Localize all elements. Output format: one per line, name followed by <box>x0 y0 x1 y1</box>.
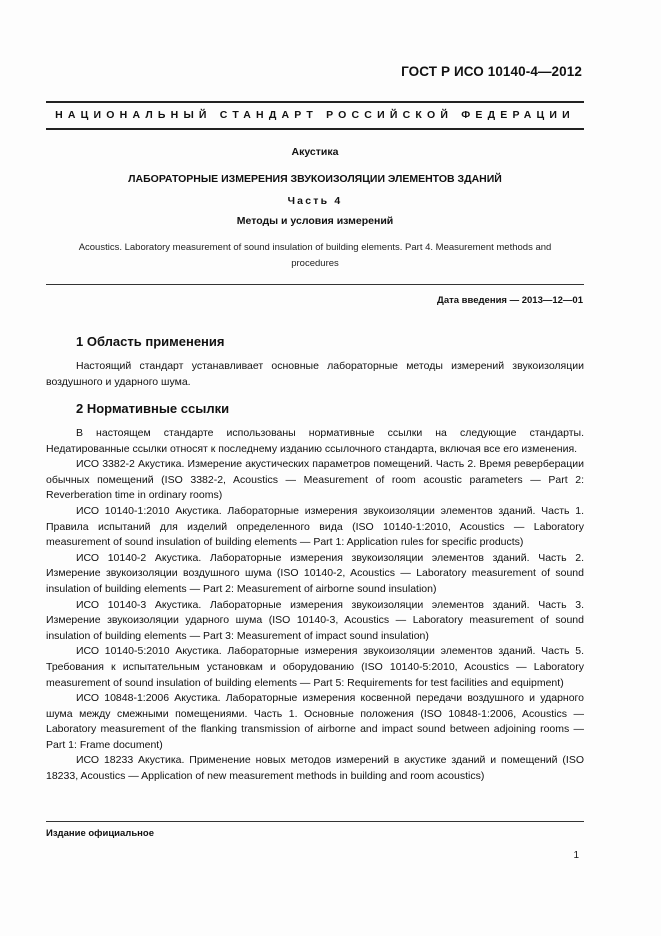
english-title: Acoustics. Laboratory measurement of sound insulation of building elements. Part 4. Measurement methods and procedures <box>78 242 552 269</box>
section-heading-references: 2 Нормативные ссылки <box>76 401 230 416</box>
section-heading-scope: 1 Область применения <box>76 334 225 349</box>
reference-item: ИСО 10848-1:2006 Акустика. Лабораторные измерения косвенной передачи воздушного и ударного шума между смежными помещениями. Часть 1. Основные положения (ISO 10848-1:2006, Acoustics — Laboratory measurement of the flanking transmission of airborne and impact sound between adjoining rooms — Part 1: Frame document) <box>46 692 584 751</box>
reference-item: ИСО 10140-1:2010 Акустика. Лабораторные измерения звукоизоляции элементов зданий. Часть 1. Правила испытаний для изделий определенного вида (ISO 10140-1:2010, Acoustics — Laboratory measurement of sound insulation of building elements — Part 1: Application rules for specific products) <box>46 504 584 549</box>
header-rule <box>46 128 584 130</box>
top-rule <box>46 101 584 103</box>
reference-item: ИСО 18233 Акустика. Применение новых методов измерений в акустике зданий и помещений (ISO 18233, Acoustics — Application of new measurement methods in building and room acoustics) <box>46 754 584 783</box>
section-body-references <box>46 426 584 785</box>
effective-date: Дата введения — 2013—12—01 <box>437 295 583 306</box>
subtitle: Методы и условия измерений <box>236 215 394 227</box>
reference-item: ИСО 10140-3 Акустика. Лабораторные измерения звукоизоляции элементов зданий. Часть 3. Измерение звукоизоляции ударного шума (ISO 10140-3, Acoustics — Laboratory measurement of sound insulation of building elements — Part 3: Measurement of impact sound insulation) <box>46 598 584 642</box>
paragraph: Настоящий стандарт устанавливает основные лабораторные методы измерений звукоизоляции воздушного и ударного шума. <box>46 360 584 388</box>
standard-number: ГОСТ Р ИСО 10140-4—2012 <box>401 64 582 79</box>
title-rule <box>46 284 584 285</box>
main-title: ЛАБОРАТОРНЫЕ ИЗМЕРЕНИЯ ЗВУКОИЗОЛЯЦИИ ЭЛЕМЕНТОВ ЗДАНИЙ <box>128 173 502 185</box>
category-title: Акустика <box>291 146 339 158</box>
reference-item: ИСО 10140-2 Акустика. Лабораторные измерения звукоизоляции элементов зданий. Часть 2. Измерение звукоизоляции воздушного шума (ISO 10140-2, Acoustics — Laboratory measurement of sound insulation of building elements — Part 2: Measurement of airborne sound insulation) <box>46 551 584 595</box>
paragraph: В настоящем стандарте использованы нормативные ссылки на следующие стандарты. Недатированные ссылки относят к последнему изданию ссылочного стандарта, включая все его изменения. <box>46 427 584 455</box>
national-standard-title: НАЦИОНАЛЬНЫЙ СТАНДАРТ РОССИЙСКОЙ ФЕДЕРАЦИИ <box>55 109 575 121</box>
official-edition: Издание официальное <box>46 828 154 839</box>
reference-item: ИСО 3382-2 Акустика. Измерение акустических параметров помещений. Часть 2. Время реверберации обычных помещений (ISO 3382-2, Acoustics — Measurement of room acoustic parameters — Part 2: Reverberation time in ordinary rooms) <box>46 458 584 502</box>
section-body-scope <box>46 359 584 390</box>
footer-rule <box>46 821 584 822</box>
reference-item: ИСО 10140-5:2010 Акустика. Лабораторные измерения звукоизоляции элементов зданий. Часть 5. Требования к испытательным установкам и оборудованию (ISO 10140-5:2010, Acoustics — Laboratory measurement of sound insulation of building elements — Part 5: Requirements for test facilities and equipment) <box>46 645 584 689</box>
part-label: Часть 4 <box>287 195 343 207</box>
page-number: 1 <box>573 850 579 861</box>
